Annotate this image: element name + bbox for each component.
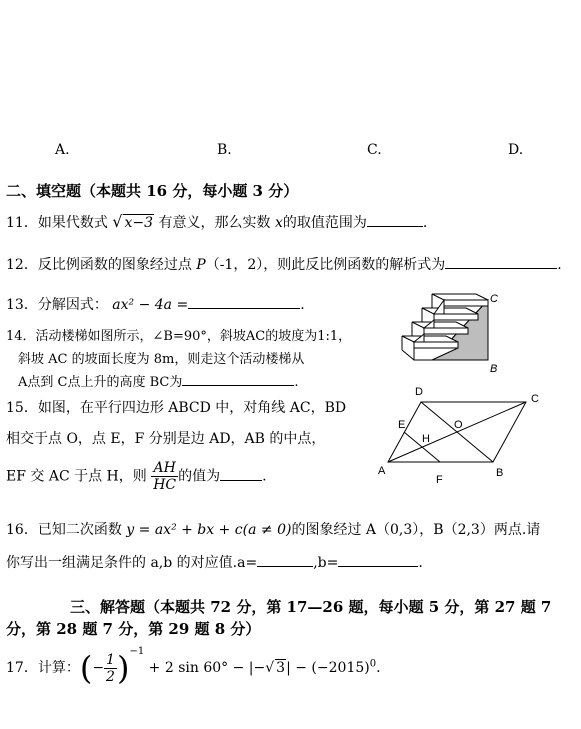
option-a: A. xyxy=(55,142,70,158)
section3-heading-line1: 三、解答题（本题共 72 分，第 17—26 题，每小题 5 分，第 27 题 7 xyxy=(70,598,552,616)
q17-sqrt: 3 xyxy=(276,660,286,676)
q14-line2: 斜坡 AC 的坡面长度为 8m，则走这个活动楼梯从 xyxy=(18,352,305,367)
q11-radicand: x−3 xyxy=(124,215,154,231)
question-12 xyxy=(6,254,562,274)
q16-text: 16．已知二次函数 xyxy=(6,522,122,538)
q16-a-blank[interactable] xyxy=(257,553,313,567)
q13-answer-blank[interactable] xyxy=(188,295,300,309)
q17-exp: −1 xyxy=(129,646,145,657)
parallelogram-figure xyxy=(368,382,548,492)
q16-b-blank[interactable] xyxy=(338,553,418,567)
q17-frac-den: 2 xyxy=(106,668,115,685)
q12-coords: （-1，2），则此反比例函数的解析式为 xyxy=(205,257,446,273)
q16-line2-mid: ,b= xyxy=(313,555,339,571)
q11-answer-blank[interactable] xyxy=(367,213,423,227)
q12-text: 12．反比例函数的图象经过点 xyxy=(6,257,192,273)
q15-fraction xyxy=(151,460,178,493)
q17-tail: − (−2015) xyxy=(295,660,370,676)
fig15-label-e: E xyxy=(398,419,406,431)
q17-tail-exp: 0 xyxy=(369,658,377,670)
option-d: D. xyxy=(508,142,524,158)
q14-line1: 14．活动楼梯如图所示，∠B=90°，斜坡AC的坡度为1:1， xyxy=(6,329,352,344)
option-c: C. xyxy=(367,142,382,158)
q15-line3-post: 的值为 xyxy=(178,468,221,485)
q17-fraction xyxy=(104,652,117,685)
q13-expr: ax² − 4a = xyxy=(112,297,189,313)
fig15-label-o: O xyxy=(454,419,463,431)
question-17: 17．计算：(− $\frac{1}{2}$ )$^{-1}$ + 2 sin 60° − |−√ $3| - (-2015)^0$. xyxy=(6,646,381,687)
q15-answer-blank[interactable] xyxy=(220,467,262,481)
q15-line3-text: EF 交 AC 于点 H，则 xyxy=(6,468,147,485)
q15-frac-num: AH xyxy=(151,460,178,477)
question-16-line2 xyxy=(6,552,423,572)
q14-line3-text: A点到 C点上升的高度 BC为 xyxy=(18,375,183,390)
q16-end: . xyxy=(418,555,423,571)
q16-text-post: 的图象经过 A（0,3），B（2,3）两点.请 xyxy=(291,522,541,538)
q16-expr: y = ax² + bx + c(a ≠ 0) xyxy=(126,522,292,538)
q12-point: P xyxy=(196,257,206,273)
q11-end: . xyxy=(422,215,428,231)
stair-label-c: C xyxy=(490,293,498,305)
diagonal-bd xyxy=(421,402,493,462)
q15-end: . xyxy=(262,468,267,485)
stair-figure xyxy=(392,290,512,380)
q11-text-mid: 有意义，那么实数 xyxy=(158,215,271,231)
question-16-line1 xyxy=(6,519,540,539)
q17-mid: + 2 sin 60° − xyxy=(148,660,245,676)
q15-line1: 15．如图，在平行四边形 ABCD 中，对角线 AC，BD xyxy=(6,400,347,416)
q13-end: . xyxy=(300,297,305,313)
question-13 xyxy=(6,294,305,314)
section3-heading-line2: 分，第 28 题 7 分，第 29 题 8 分） xyxy=(6,620,261,638)
q11-var: x xyxy=(274,215,283,231)
fig15-label-h: H xyxy=(422,433,430,445)
q12-end: . xyxy=(557,257,562,273)
q13-text: 13．分解因式： xyxy=(6,297,108,313)
q15-line2: 相交于点 O，点 E，F 分别是边 AD，AB 的中点， xyxy=(6,431,326,447)
fig15-label-f: F xyxy=(436,474,443,486)
q11-text: 11．如果代数式 xyxy=(6,215,108,231)
option-b: B. xyxy=(217,142,232,158)
q14-answer-blank[interactable] xyxy=(182,372,294,386)
question-15-line3 xyxy=(6,460,267,493)
fig15-label-d: D xyxy=(415,386,423,398)
section2-heading: 二、填空题（本题共 16 分，每小题 3 分） xyxy=(6,182,299,200)
question-14-line3 xyxy=(18,371,298,390)
fig15-label-b: B xyxy=(496,467,504,479)
q17-text: 17．计算： xyxy=(6,660,80,676)
fig15-label-a: A xyxy=(378,465,386,477)
q12-answer-blank[interactable] xyxy=(445,255,557,269)
fig15-label-c: C xyxy=(531,393,539,405)
question-11: 11．如果代数式 √ x−3 有意义，那么实数 x的取值范围为 . xyxy=(6,212,428,231)
q15-frac-den: HC xyxy=(153,477,177,493)
q17-end: . xyxy=(376,660,381,676)
q11-text-post: 的取值范围为 xyxy=(282,215,367,231)
q17-frac-num: 1 xyxy=(106,651,115,668)
stair-label-b: B xyxy=(490,363,498,375)
q16-line2-text: 你写出一组满足条件的 a,b 的对应值.a= xyxy=(6,555,258,571)
q14-end: . xyxy=(294,375,299,390)
